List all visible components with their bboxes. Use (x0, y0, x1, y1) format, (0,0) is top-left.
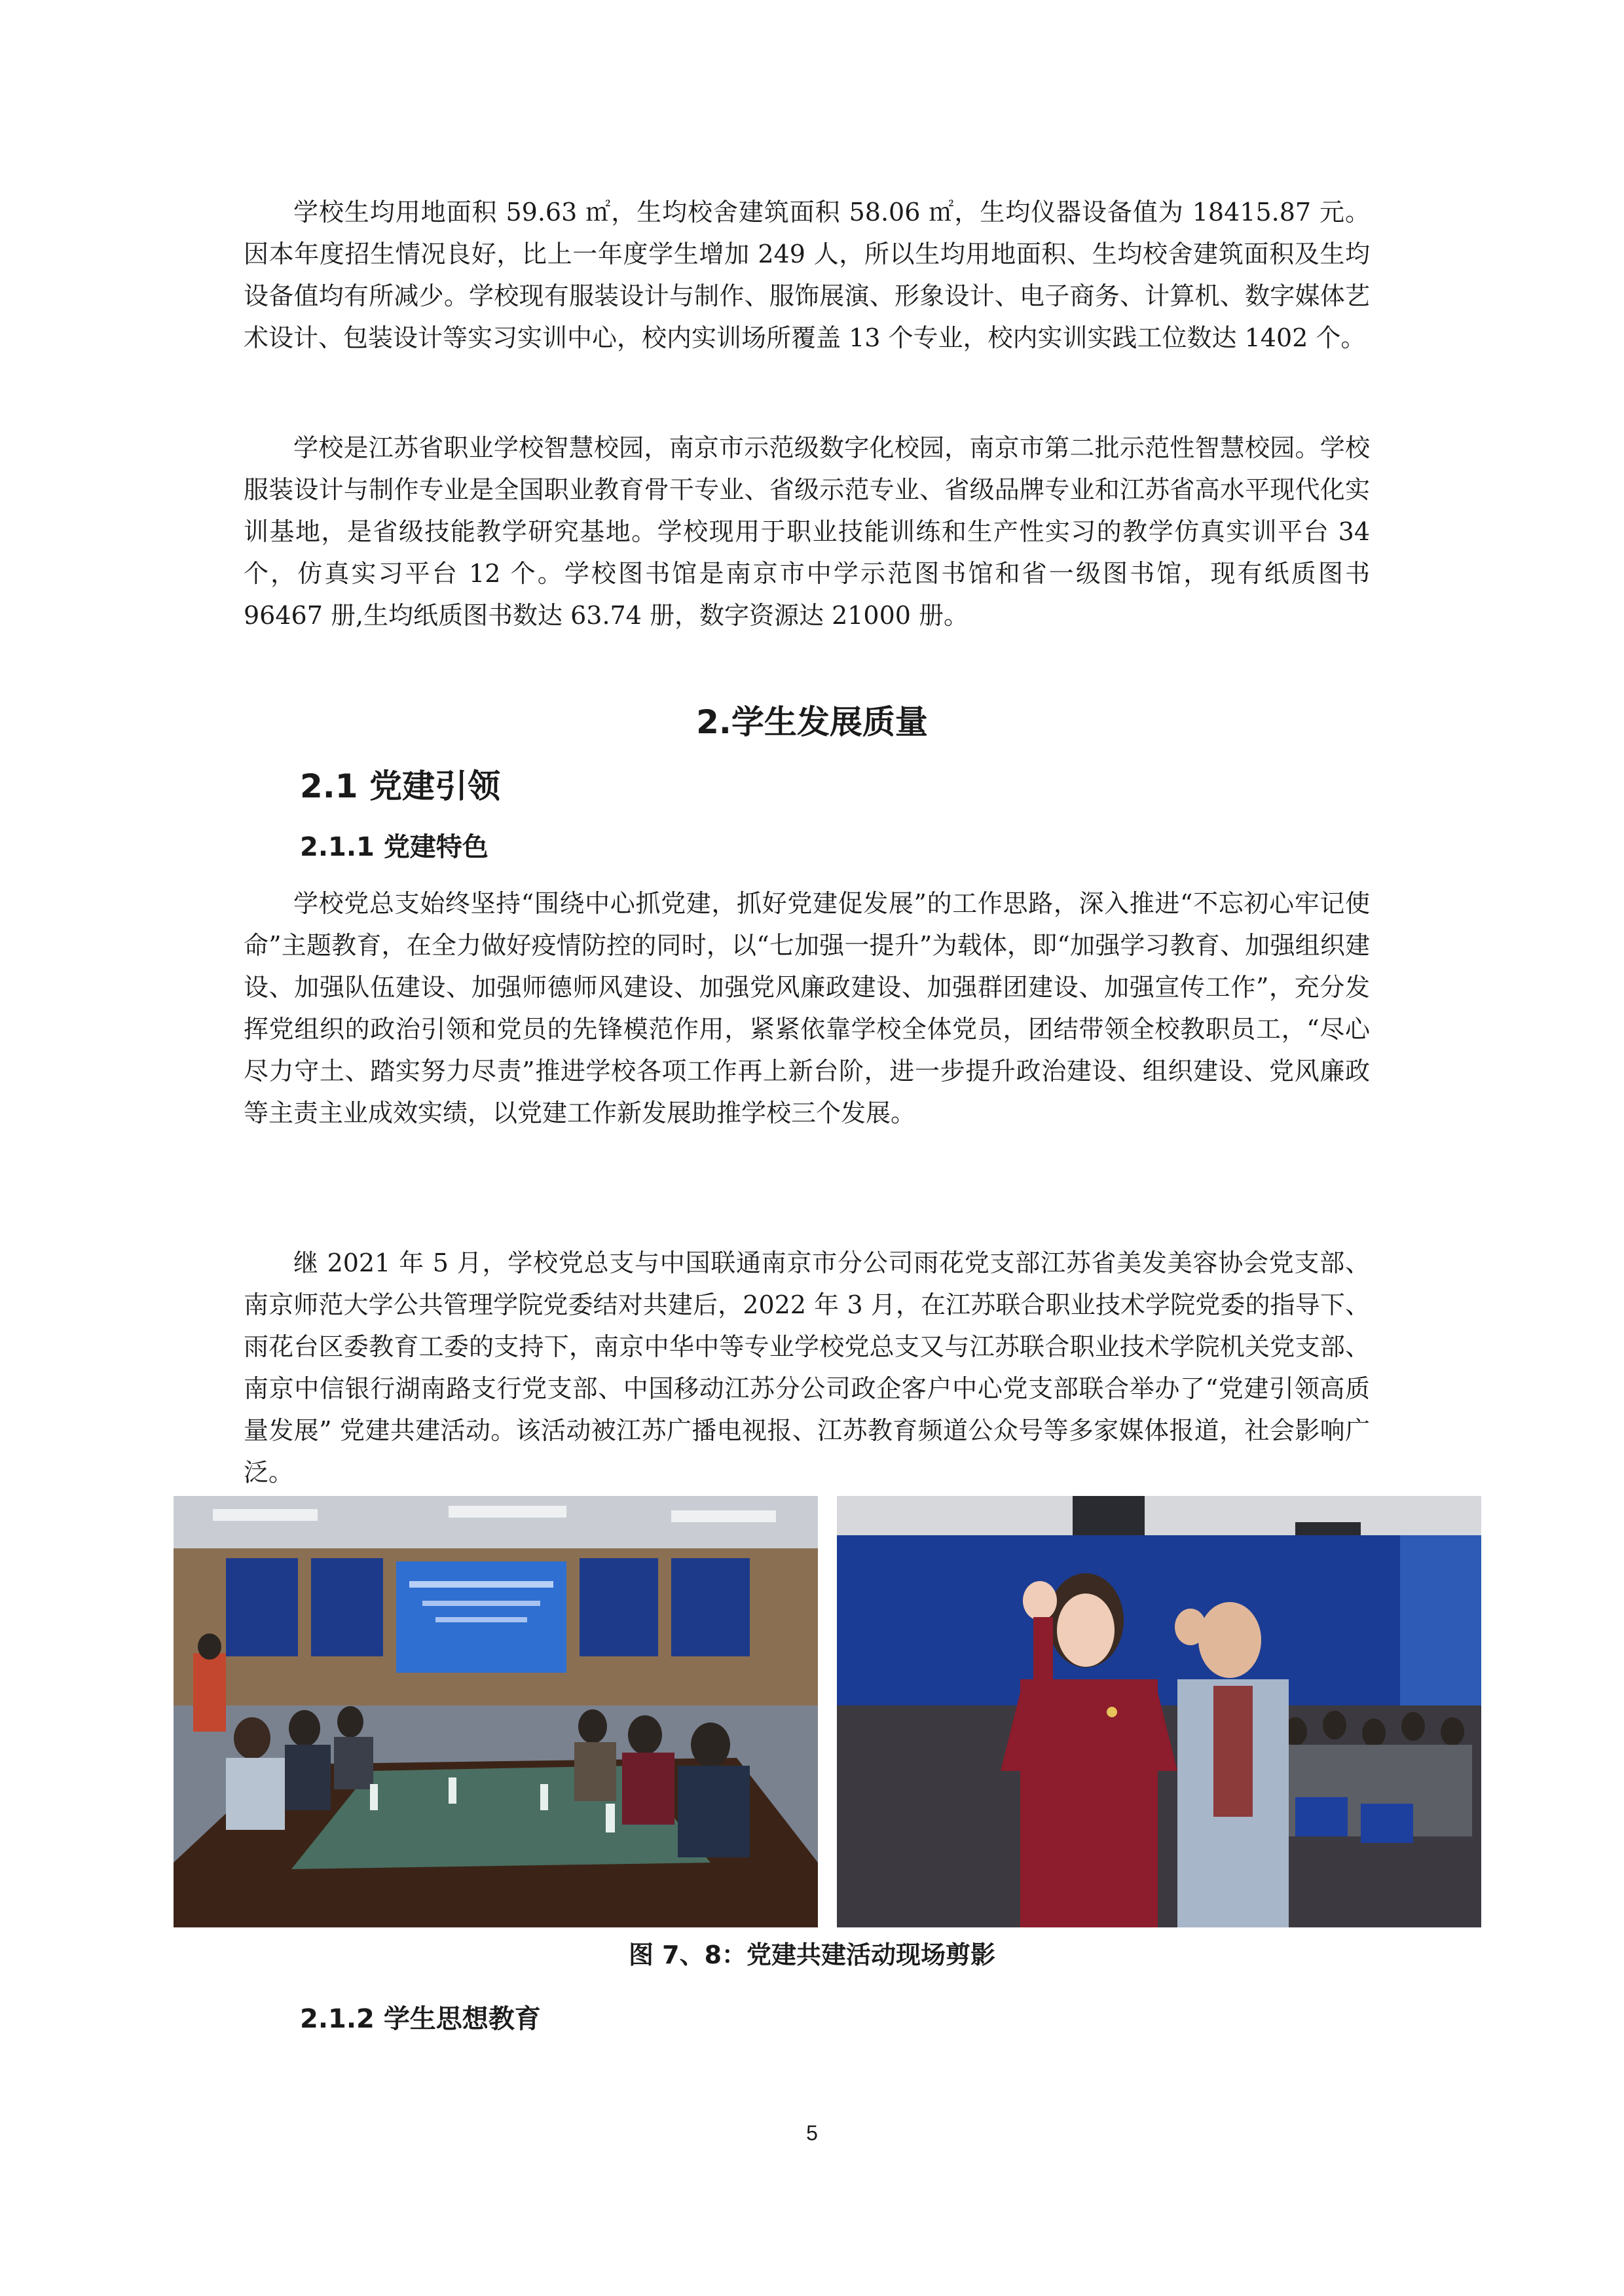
figure-caption: 图 7、8：党建共建活动现场剪影 (628, 1941, 996, 1969)
paragraph-party-building: 学校党总支始终坚持“围绕中心抓党建，抓好党建促发展”的工作思路，深入推进“不忘初心牢记使命”主题教育，在全力做好疫情防控的同时，以“七加强一提升”为载体，即“加强学习教育、加强组织建设、加强队伍建设、加强师德师风建设、加强党风廉政建设、加强群团建设、加强宣传工作”，充分发挥党组织的政治引领和党员的先锋模范作用，紧紧依靠学校全体党员，团结带领全校教职员工，“尽心尽力守土、踏实努力尽责”推进学校各项工作再上新台阶，进一步提升政治建设、组织建设、党风廉政等主责主业成效实绩，以党建工作新发展助推学校三个发展。 (244, 889, 1370, 1127)
meeting-photo-illustration (174, 1496, 818, 1927)
paragraph-joint-activity: 继 2021 年 5 月，学校党总支与中国联通南京市分公司雨花党支部江苏省美发美容协会党支部、南京师范大学公共管理学院党委结对共建后，2022 年 3 月，在江苏联合职业技术学院党委的指导下、雨花台区委教育工委的支持下，南京中华中等专业学校党总支又与江苏联合职业技术学院机关党支部、南京中信银行湖南路支行党支部、中国移动江苏分公司政企客户中心党支部联合举办了“党建引领高质量发展” 党建共建活动。该活动被江苏广播电视报、江苏教育频道公众号等多家媒体报道，社会影响广泛。 (244, 1248, 1370, 1487)
paragraph-smart-campus: 学校是江苏省职业学校智慧校园，南京市示范级数字化校园，南京市第二批示范性智慧校园。学校服装设计与制作专业是全国职业教育骨干专业、省级示范专业、省级品牌专业和江苏省高水平现代化实训基地，是省级技能教学研究基地。学校现用于职业技能训练和生产性实习的教学仿真实训平台 34 个，仿真实习平台 12 个。学校图书馆是南京市中学示范图书馆和省一级图书馆，现有纸质图书 96467 册,生均纸质图书数达 63.74 册，数字资源达 21000 册。 (244, 433, 1370, 630)
page-number: 5 (806, 2121, 818, 2145)
meeting-photo (174, 1496, 818, 1927)
subsubsection-title-ideological-education: 2.1.2 学生思想教育 (300, 2004, 541, 2034)
oath-photo (837, 1496, 1481, 1927)
subsection-title: 2.1 党建引领 (300, 767, 500, 805)
paragraph-facilities: 学校生均用地面积 59.63 ㎡，生均校舍建筑面积 58.06 ㎡，生均仪器设备值为 18415.87 元。因本年度招生情况良好，比上一年度学生增加 249 人，所以生均用地面积、生均校舍建筑面积及生均设备值均有所减少。学校现有服装设计与制作、服饰展演、形象设计、电子商务、计算机、数字媒体艺术设计、包装设计等实习实训中心，校内实训场所覆盖 13 个专业，校内实训实践工位数达 1402 个。 (244, 198, 1370, 352)
oath-photo-illustration (837, 1496, 1481, 1927)
subsubsection-title-party-features: 2.1.1 党建特色 (300, 832, 489, 862)
section-title: 2.学生发展质量 (696, 703, 928, 741)
